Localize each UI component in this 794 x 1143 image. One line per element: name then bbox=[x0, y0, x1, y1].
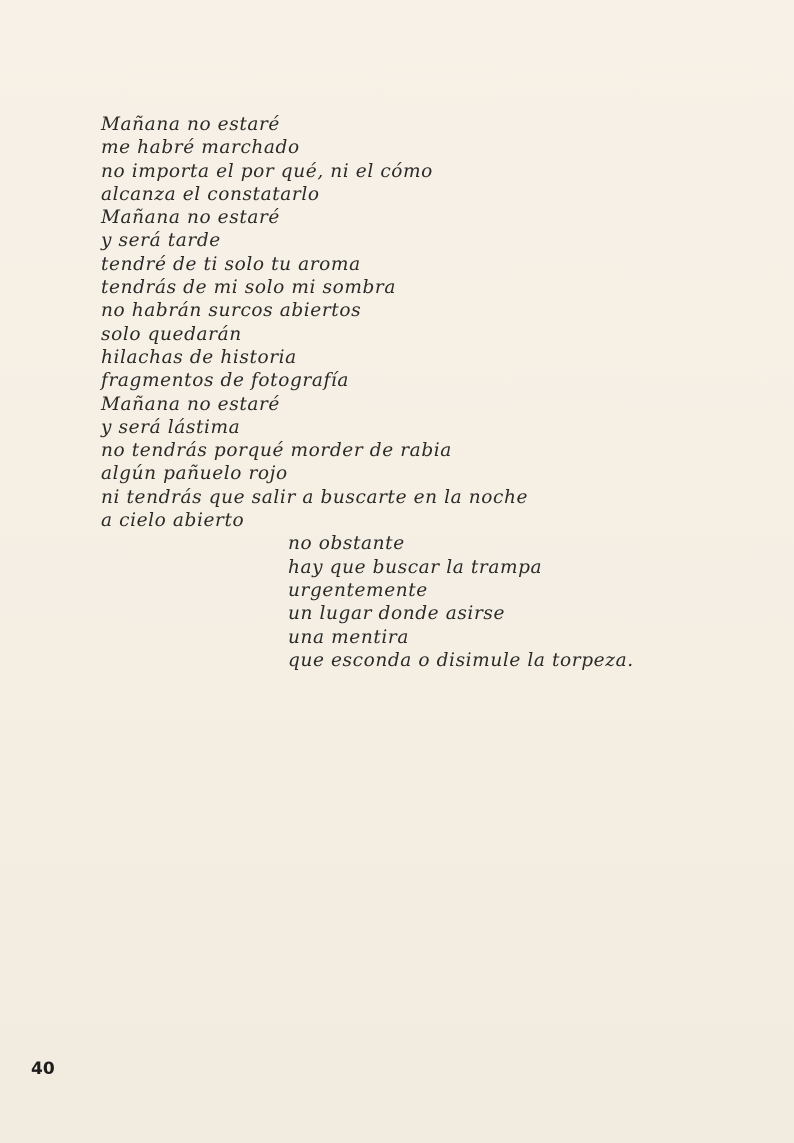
poem-body bbox=[101, 113, 751, 672]
poem-line: Mañana no estaré bbox=[101, 114, 280, 135]
poem-line: Mañana no estaré bbox=[101, 393, 280, 415]
poem-line: ni tendrás que salir a buscarte en la noche bbox=[101, 486, 529, 508]
poem-line: una mentira bbox=[288, 626, 409, 648]
poem-line: que esconda o disimule la torpeza. bbox=[288, 649, 634, 671]
page-number: 40 bbox=[31, 1059, 55, 1079]
poem-line: algún pañuelo rojo bbox=[101, 463, 288, 485]
poem-line: tendré de ti solo tu aroma bbox=[101, 253, 361, 275]
poem-line: alcanza el constatarlo bbox=[101, 183, 320, 205]
poem-line: solo quedarán bbox=[101, 323, 242, 345]
poem-line: y será lástima bbox=[101, 416, 241, 438]
poem-line: me habré marchado bbox=[101, 137, 300, 159]
poem-line: hay que buscar la trampa bbox=[288, 556, 543, 578]
poem-line: urgentemente bbox=[288, 579, 428, 601]
poem-line: a cielo abierto bbox=[101, 510, 245, 532]
poem-line: hilachas de historia bbox=[101, 346, 297, 368]
poem-line: Mañana no estaré bbox=[101, 207, 280, 229]
poem-line: no importa el por qué, ni el cómo bbox=[101, 160, 433, 182]
poem-line: no obstante bbox=[288, 533, 405, 555]
poem-line: fragmentos de fotografía bbox=[101, 370, 350, 392]
poem-line: un lugar donde asirse bbox=[288, 603, 506, 625]
poem-line: y será tarde bbox=[101, 230, 221, 252]
poem-line: tendrás de mi solo mi sombra bbox=[101, 277, 396, 299]
poem-line: no tendrás porqué morder de rabia bbox=[101, 440, 452, 462]
poem-line: no habrán surcos abiertos bbox=[101, 300, 362, 322]
